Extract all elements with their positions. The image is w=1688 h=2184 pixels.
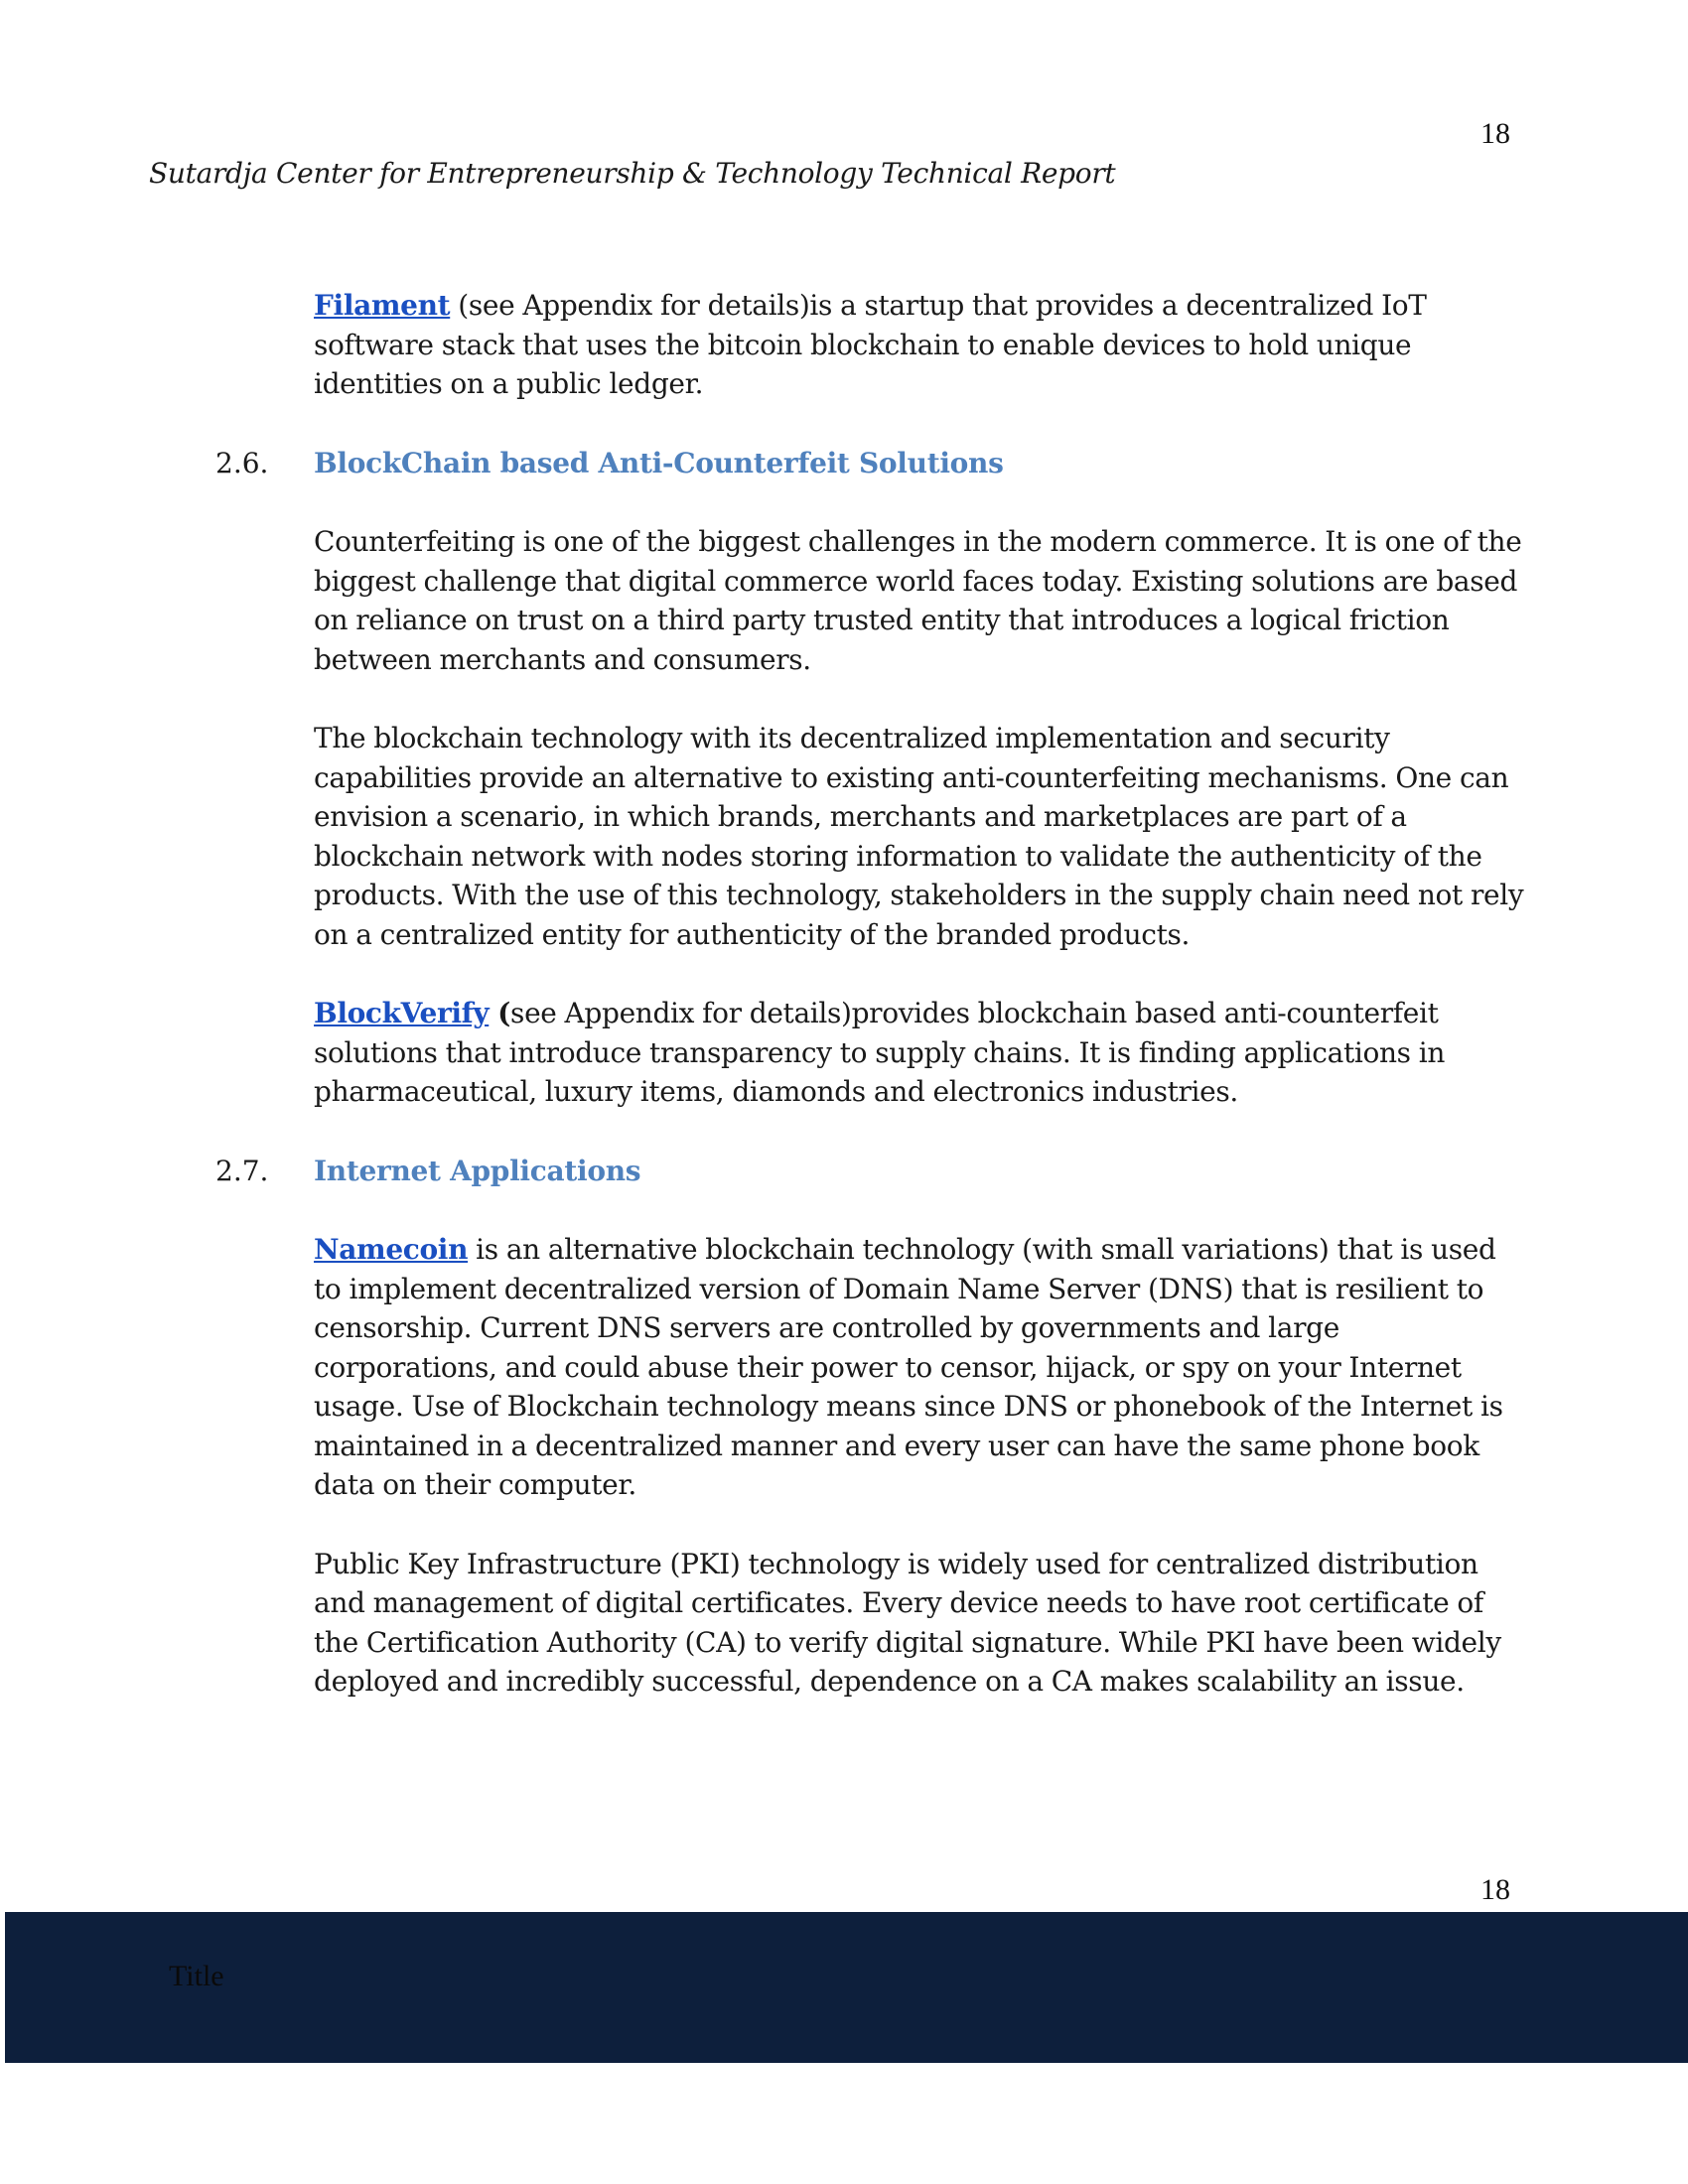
section-number: 2.6. bbox=[215, 446, 269, 479]
filament-link[interactable]: Filament bbox=[314, 289, 451, 322]
blockchain-tech-paragraph: The blockchain technology with its decentralized implementation and security capabilities provide an alternative to existing anti-counterfeiting mechanisms. One can envision a scenario, in which brands, merchants and marketplaces are part of a blockchain network with nodes storing information to validate the authenticity of the products. With the use of this technology, stakeholders in the supply chain need not rely on a centralized entity for authenticity of the branded products. bbox=[314, 722, 1524, 951]
page-number-bottom: 18 bbox=[1480, 1873, 1510, 1906]
section-heading-2-7 bbox=[215, 1152, 1525, 1191]
blockverify-text: see Appendix for details)provides blockchain based anti-counterfeit solutions that introduce transparency to supply chains. It is finding applications in pharmaceutical, luxury items, diamonds and electronics industries. bbox=[314, 997, 1446, 1108]
running-header: Sutardja Center for Entrepreneurship & Technology Technical Report bbox=[149, 157, 1116, 190]
intro-paragraph bbox=[314, 286, 1525, 404]
page-number-top: 18 bbox=[1480, 117, 1510, 150]
counterfeit-paragraph: Counterfeiting is one of the biggest challenges in the modern commerce. It is one of the biggest challenge that digital commerce world faces today. Existing solutions are based on reliance on trust on a third party trusted entity that introduces a logical friction between merchants and consumers. bbox=[314, 525, 1522, 676]
section-title: Internet Applications bbox=[314, 1154, 641, 1187]
section-title: BlockChain based Anti-Counterfeit Solutions bbox=[314, 446, 1004, 479]
namecoin-paragraph bbox=[314, 1230, 1525, 1505]
footer-band bbox=[5, 1912, 1688, 2063]
section-heading-2-6 bbox=[215, 444, 1525, 483]
section-number: 2.7. bbox=[215, 1154, 269, 1187]
blockverify-link[interactable]: BlockVerify bbox=[314, 997, 490, 1029]
open-paren: ( bbox=[489, 997, 511, 1029]
namecoin-link[interactable]: Namecoin bbox=[314, 1233, 469, 1266]
namecoin-text: is an alternative blockchain technology (with small variations) that is used to implement decentralized version of Domain Name Server (DNS) that is resilient to censorship. Current DNS servers are controlled by governments and large corporations, and could abuse their power to censor, hijack, or spy on your Internet usage. Use of Blockchain technology means since DNS or phonebook of the Internet is maintained in a decentralized manner and every user can have the same phone book data on their computer. bbox=[314, 1233, 1503, 1501]
intro-text: (see Appendix for details)is a startup that provides a decentralized IoT software stack that uses the bitcoin blockchain to enable devices to hold unique identities on a public ledger. bbox=[314, 289, 1427, 400]
blockverify-paragraph bbox=[314, 994, 1525, 1112]
pki-paragraph: Public Key Infrastructure (PKI) technology is widely used for centralized distribution and management of digital certificates. Every device needs to have root certificate of the Certification Authority (CA) to verify digital signature. While PKI have been widely deployed and incredibly successful, dependence on a CA makes scalability an issue. bbox=[314, 1547, 1501, 1698]
footer-title: Title bbox=[169, 1960, 224, 1992]
page-content bbox=[215, 286, 1525, 1702]
